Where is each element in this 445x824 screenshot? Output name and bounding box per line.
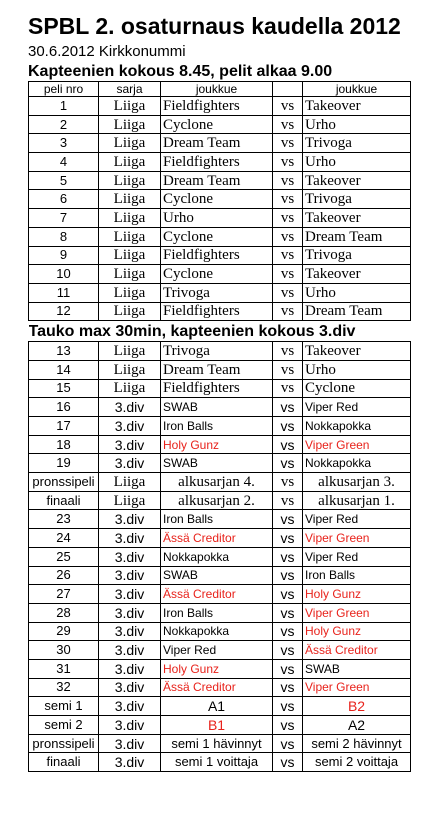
table-row (29, 283, 411, 302)
game-number: 15 (29, 379, 99, 398)
game-number: semi 2 (29, 716, 99, 735)
team1-cell: Trivoga (161, 283, 273, 302)
team1-cell: Holy Gunz (161, 659, 273, 678)
vs-cell: vs (273, 473, 303, 492)
team1-cell: Cyclone (161, 227, 273, 246)
table-row (29, 622, 411, 641)
schedule-table (28, 81, 411, 772)
table-row (29, 659, 411, 678)
table-row (29, 134, 411, 153)
series-cell: Liiga (99, 171, 161, 190)
game-number: 30 (29, 641, 99, 660)
series-cell: Liiga (99, 473, 161, 492)
series-cell: 3.div (99, 454, 161, 473)
team2-cell: Dream Team (303, 227, 411, 246)
vs-cell: vs (273, 171, 303, 190)
vs-cell: vs (273, 678, 303, 697)
team1-cell: Nokkapokka (161, 622, 273, 641)
table-row (29, 302, 411, 321)
game-number: 26 (29, 566, 99, 585)
table-row (29, 547, 411, 566)
game-number: 16 (29, 398, 99, 417)
team1-cell: Urho (161, 209, 273, 228)
series-cell: 3.div (99, 697, 161, 716)
team1-cell: Iron Balls (161, 603, 273, 622)
series-cell: 3.div (99, 547, 161, 566)
team1-cell: Dream Team (161, 171, 273, 190)
team1-cell: SWAB (161, 454, 273, 473)
vs-cell: vs (273, 566, 303, 585)
game-number: 25 (29, 547, 99, 566)
game-number: 31 (29, 659, 99, 678)
table-row (29, 641, 411, 660)
team2-cell: Nokkapokka (303, 417, 411, 436)
table-row (29, 603, 411, 622)
header-game: peli nro (29, 82, 99, 97)
series-cell: 3.div (99, 753, 161, 772)
table-row (29, 454, 411, 473)
vs-cell: vs (273, 510, 303, 529)
vs-cell: vs (273, 603, 303, 622)
team2-cell: Urho (303, 283, 411, 302)
series-cell: Liiga (99, 491, 161, 510)
vs-cell: vs (273, 190, 303, 209)
team2-cell: Urho (303, 153, 411, 172)
series-cell: 3.div (99, 716, 161, 735)
game-number: 13 (29, 342, 99, 361)
series-cell: 3.div (99, 398, 161, 417)
series-cell: Liiga (99, 134, 161, 153)
table-row (29, 209, 411, 228)
team1-cell: Dream Team (161, 134, 273, 153)
team2-cell: Takeover (303, 209, 411, 228)
header-team2: joukkue (303, 82, 411, 97)
game-number: 1 (29, 97, 99, 116)
team2-cell: Urho (303, 115, 411, 134)
team1-cell: Fieldfighters (161, 302, 273, 321)
vs-cell: vs (273, 227, 303, 246)
game-number: 32 (29, 678, 99, 697)
vs-cell: vs (273, 379, 303, 398)
team1-cell: Fieldfighters (161, 153, 273, 172)
table-row (29, 585, 411, 604)
table-row (29, 697, 411, 716)
team1-cell: Ässä Creditor (161, 678, 273, 697)
team2-cell: Ässä Creditor (303, 641, 411, 660)
team1-cell: alkusarjan 4. (161, 473, 273, 492)
team2-cell: Takeover (303, 97, 411, 116)
vs-cell: vs (273, 585, 303, 604)
table-row (29, 97, 411, 116)
vs-cell: vs (273, 435, 303, 454)
series-cell: Liiga (99, 209, 161, 228)
team1-cell: semi 1 hävinnyt (161, 734, 273, 753)
series-cell: 3.div (99, 585, 161, 604)
vs-cell: vs (273, 360, 303, 379)
table-row (29, 753, 411, 772)
series-cell: Liiga (99, 302, 161, 321)
game-number: finaali (29, 491, 99, 510)
series-cell: Liiga (99, 115, 161, 134)
team2-cell: B2 (303, 697, 411, 716)
vs-cell: vs (273, 454, 303, 473)
team1-cell: Iron Balls (161, 510, 273, 529)
vs-cell: vs (273, 115, 303, 134)
game-number: 10 (29, 265, 99, 284)
game-number: 6 (29, 190, 99, 209)
team2-cell: SWAB (303, 659, 411, 678)
page-title: SPBL 2. osaturnaus kaudella 2012 (28, 13, 401, 39)
vs-cell: vs (273, 641, 303, 660)
team2-cell: Holy Gunz (303, 585, 411, 604)
table-row (29, 227, 411, 246)
table-row (29, 417, 411, 436)
vs-cell: vs (273, 716, 303, 735)
team2-cell: Holy Gunz (303, 622, 411, 641)
vs-cell: vs (273, 529, 303, 548)
vs-cell: vs (273, 398, 303, 417)
series-cell: Liiga (99, 265, 161, 284)
table-row (29, 265, 411, 284)
table-row (29, 398, 411, 417)
game-number: 3 (29, 134, 99, 153)
vs-cell: vs (273, 697, 303, 716)
table-row (29, 678, 411, 697)
game-number: 9 (29, 246, 99, 265)
table-row (29, 491, 411, 510)
team1-cell: Nokkapokka (161, 547, 273, 566)
vs-cell: vs (273, 97, 303, 116)
vs-cell: vs (273, 209, 303, 228)
table-row (29, 473, 411, 492)
team2-cell: Viper Green (303, 603, 411, 622)
date-place: 30.6.2012 Kirkkonummi (28, 43, 186, 60)
table-row (29, 510, 411, 529)
table-row (29, 115, 411, 134)
header-series: sarja (99, 82, 161, 97)
team2-cell: Trivoga (303, 246, 411, 265)
series-cell: Liiga (99, 190, 161, 209)
team1-cell: A1 (161, 697, 273, 716)
header-team1: joukkue (161, 82, 273, 97)
game-number: 29 (29, 622, 99, 641)
team1-cell: Fieldfighters (161, 246, 273, 265)
team1-cell: Ässä Creditor (161, 529, 273, 548)
table-row (29, 529, 411, 548)
game-number: 28 (29, 603, 99, 622)
team2-cell: Viper Red (303, 547, 411, 566)
team2-cell: Nokkapokka (303, 454, 411, 473)
series-cell: 3.div (99, 678, 161, 697)
series-cell: Liiga (99, 283, 161, 302)
table-row (29, 566, 411, 585)
series-cell: 3.div (99, 734, 161, 753)
game-number: finaali (29, 753, 99, 772)
team2-cell: Takeover (303, 265, 411, 284)
series-cell: 3.div (99, 529, 161, 548)
team2-cell: Viper Green (303, 529, 411, 548)
team2-cell: Trivoga (303, 134, 411, 153)
vs-cell: vs (273, 342, 303, 361)
team2-cell: Iron Balls (303, 566, 411, 585)
game-number: 5 (29, 171, 99, 190)
game-number: 7 (29, 209, 99, 228)
meeting-info: Kapteenien kokous 8.45, pelit alkaa 9.00 (28, 63, 333, 80)
series-cell: 3.div (99, 659, 161, 678)
game-number: 12 (29, 302, 99, 321)
team1-cell: Cyclone (161, 265, 273, 284)
table-row (29, 716, 411, 735)
vs-cell: vs (273, 153, 303, 172)
vs-cell: vs (273, 265, 303, 284)
vs-cell: vs (273, 622, 303, 641)
game-number: 24 (29, 529, 99, 548)
team2-cell: semi 2 hävinnyt (303, 734, 411, 753)
series-cell: Liiga (99, 227, 161, 246)
series-cell: Liiga (99, 246, 161, 265)
series-cell: 3.div (99, 417, 161, 436)
team1-cell: Cyclone (161, 190, 273, 209)
game-number: 23 (29, 510, 99, 529)
series-cell: Liiga (99, 153, 161, 172)
game-number: 27 (29, 585, 99, 604)
game-number: 8 (29, 227, 99, 246)
series-cell: 3.div (99, 641, 161, 660)
table-row (29, 342, 411, 361)
game-number: pronssipeli (29, 734, 99, 753)
team2-cell: Takeover (303, 171, 411, 190)
team1-cell: B1 (161, 716, 273, 735)
series-cell: 3.div (99, 566, 161, 585)
team1-cell: Cyclone (161, 115, 273, 134)
vs-cell: vs (273, 491, 303, 510)
table-row (29, 190, 411, 209)
team1-cell: Fieldfighters (161, 379, 273, 398)
header-vs (273, 82, 303, 97)
break-row (29, 321, 411, 342)
table-row (29, 246, 411, 265)
series-cell: Liiga (99, 97, 161, 116)
team2-cell: Viper Red (303, 398, 411, 417)
team1-cell: SWAB (161, 566, 273, 585)
game-number: 17 (29, 417, 99, 436)
team2-cell: A2 (303, 716, 411, 735)
series-cell: 3.div (99, 603, 161, 622)
team2-cell: alkusarjan 1. (303, 491, 411, 510)
table-row (29, 734, 411, 753)
game-number: 19 (29, 454, 99, 473)
team1-cell: SWAB (161, 398, 273, 417)
team1-cell: Dream Team (161, 360, 273, 379)
team1-cell: Iron Balls (161, 417, 273, 436)
series-cell: Liiga (99, 342, 161, 361)
table-row (29, 379, 411, 398)
team1-cell: semi 1 voittaja (161, 753, 273, 772)
series-cell: 3.div (99, 622, 161, 641)
series-cell: Liiga (99, 379, 161, 398)
vs-cell: vs (273, 246, 303, 265)
vs-cell: vs (273, 753, 303, 772)
team2-cell: semi 2 voittaja (303, 753, 411, 772)
team2-cell: Viper Green (303, 435, 411, 454)
team2-cell: Viper Red (303, 510, 411, 529)
break-text: Tauko max 30min, kapteenien kokous 3.div (29, 321, 411, 342)
table-row (29, 171, 411, 190)
team1-cell: alkusarjan 2. (161, 491, 273, 510)
table-row (29, 360, 411, 379)
series-cell: 3.div (99, 510, 161, 529)
team2-cell: Urho (303, 360, 411, 379)
team2-cell: alkusarjan 3. (303, 473, 411, 492)
vs-cell: vs (273, 283, 303, 302)
vs-cell: vs (273, 134, 303, 153)
vs-cell: vs (273, 417, 303, 436)
game-number: 4 (29, 153, 99, 172)
game-number: 11 (29, 283, 99, 302)
team1-cell: Fieldfighters (161, 97, 273, 116)
table-row (29, 153, 411, 172)
game-number: pronssipeli (29, 473, 99, 492)
team2-cell: Takeover (303, 342, 411, 361)
game-number: semi 1 (29, 697, 99, 716)
schedule-body (29, 97, 411, 772)
team2-cell: Cyclone (303, 379, 411, 398)
game-number: 14 (29, 360, 99, 379)
game-number: 2 (29, 115, 99, 134)
team2-cell: Viper Green (303, 678, 411, 697)
team1-cell: Viper Red (161, 641, 273, 660)
vs-cell: vs (273, 734, 303, 753)
series-cell: Liiga (99, 360, 161, 379)
table-row (29, 435, 411, 454)
team2-cell: Trivoga (303, 190, 411, 209)
team1-cell: Ässä Creditor (161, 585, 273, 604)
header-row (29, 82, 411, 97)
vs-cell: vs (273, 547, 303, 566)
team1-cell: Trivoga (161, 342, 273, 361)
team2-cell: Dream Team (303, 302, 411, 321)
team1-cell: Holy Gunz (161, 435, 273, 454)
vs-cell: vs (273, 659, 303, 678)
schedule-document (28, 12, 412, 772)
game-number: 18 (29, 435, 99, 454)
series-cell: 3.div (99, 435, 161, 454)
vs-cell: vs (273, 302, 303, 321)
